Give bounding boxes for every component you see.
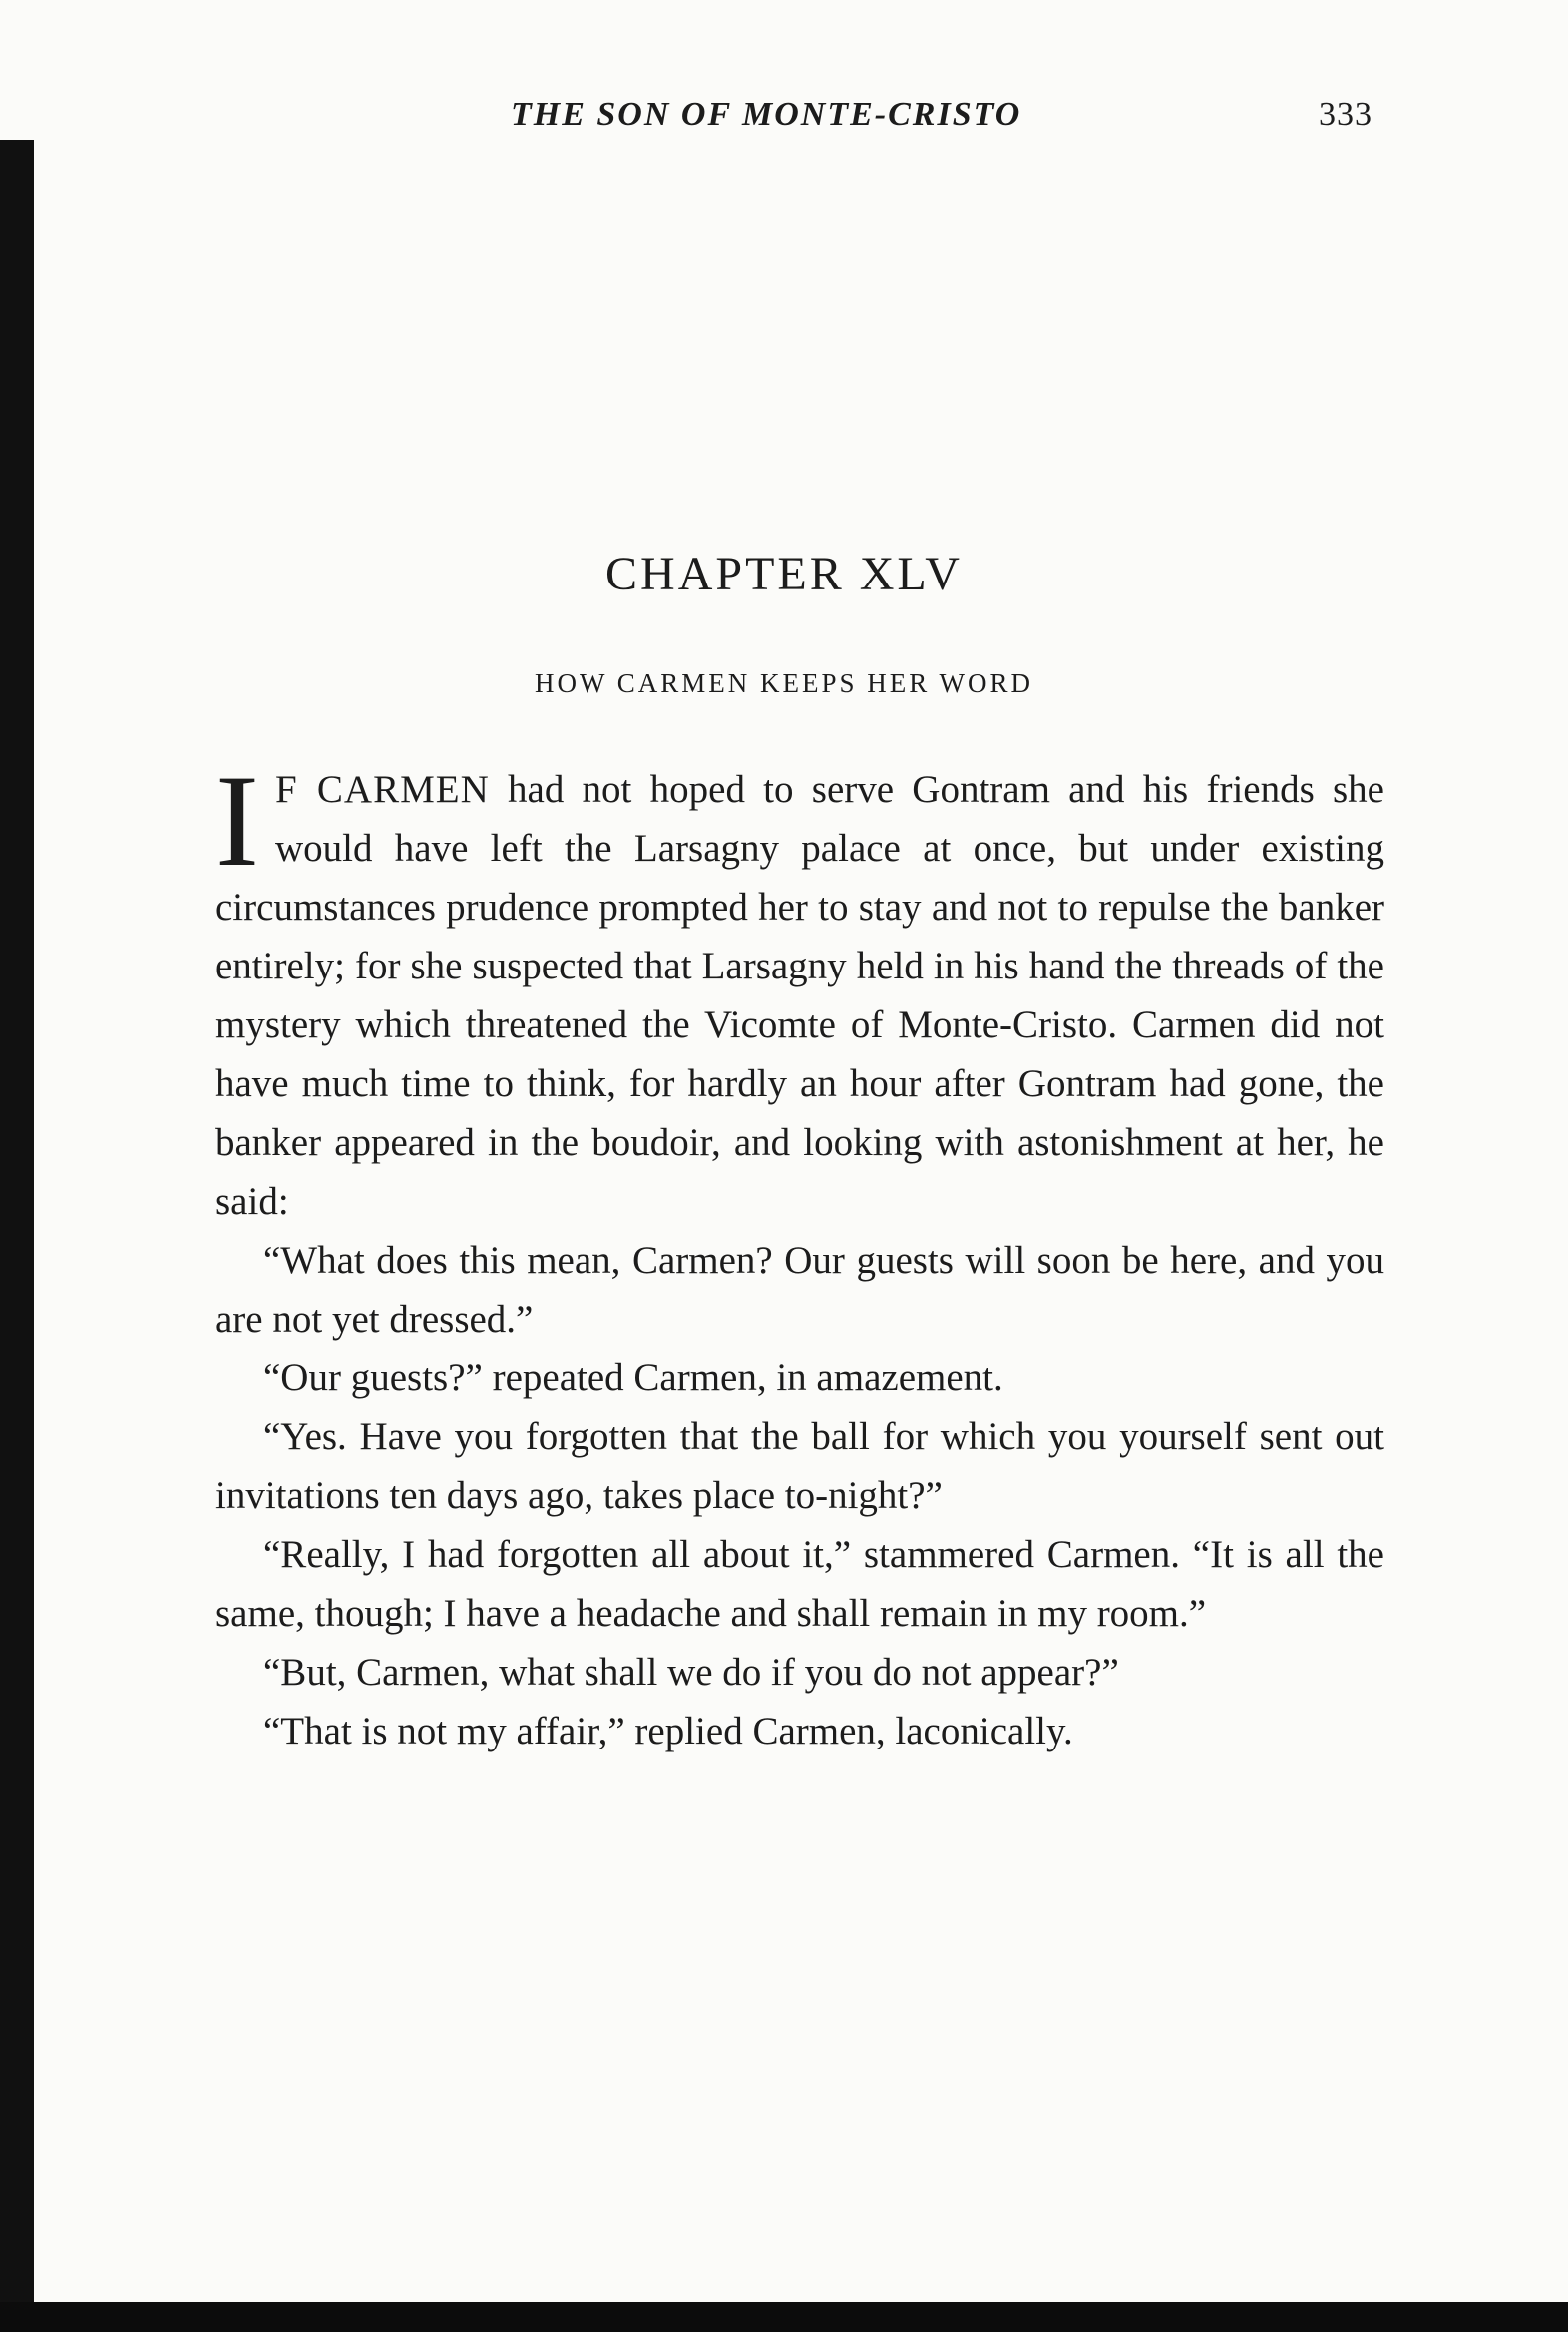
- scan-bottom-edge: [0, 2302, 1568, 2332]
- body-text: [215, 747, 1384, 1760]
- paragraph: “What does this mean, Carmen? Our guests will soon be here, and you are not yet dressed.”: [215, 1239, 1384, 1341]
- paragraph: “Yes. Have you forgotten that the ball for which you yourself sent out invitations ten days ago, takes place to-night?”: [215, 1415, 1384, 1517]
- lead-caps: F CARMEN: [274, 768, 490, 811]
- drop-cap: I: [215, 747, 259, 894]
- chapter-subtitle: HOW CARMEN KEEPS HER WORD: [534, 668, 1034, 698]
- scan-binding-shadow: [0, 140, 34, 2314]
- paragraph: “Really, I had forgotten all about it,” stammered Carmen. “It is all the same, though; I have a headache and shall remain in my room.”: [215, 1533, 1384, 1635]
- page-number: 333: [1319, 96, 1372, 133]
- paragraph-text: had not hoped to serve Gontram and his friends she would have left the Larsagny palace at once, but under existing circumstances prudence prompted her to stay and not to repulse the banker entirely; for she suspected that Larsagny held in his hand the threads of the mystery which threatened the Vicomte of Monte-Cristo. Carmen did not have much time to think, for hardly an hour after Gontram had gone, the banker appeared in the boudoir, and looking with astonishment at her, he said:: [215, 768, 1384, 1223]
- chapter-title: CHAPTER XLV: [605, 548, 963, 600]
- paragraph: [215, 747, 1384, 1231]
- paragraph: “That is not my affair,” replied Carmen, laconically.: [263, 1710, 1073, 1752]
- paragraph: “Our guests?” repeated Carmen, in amazement.: [263, 1357, 1003, 1399]
- paragraph: “But, Carmen, what shall we do if you do not appear?”: [263, 1651, 1119, 1694]
- running-title: THE SON OF MONTE-CRISTO: [511, 96, 1022, 133]
